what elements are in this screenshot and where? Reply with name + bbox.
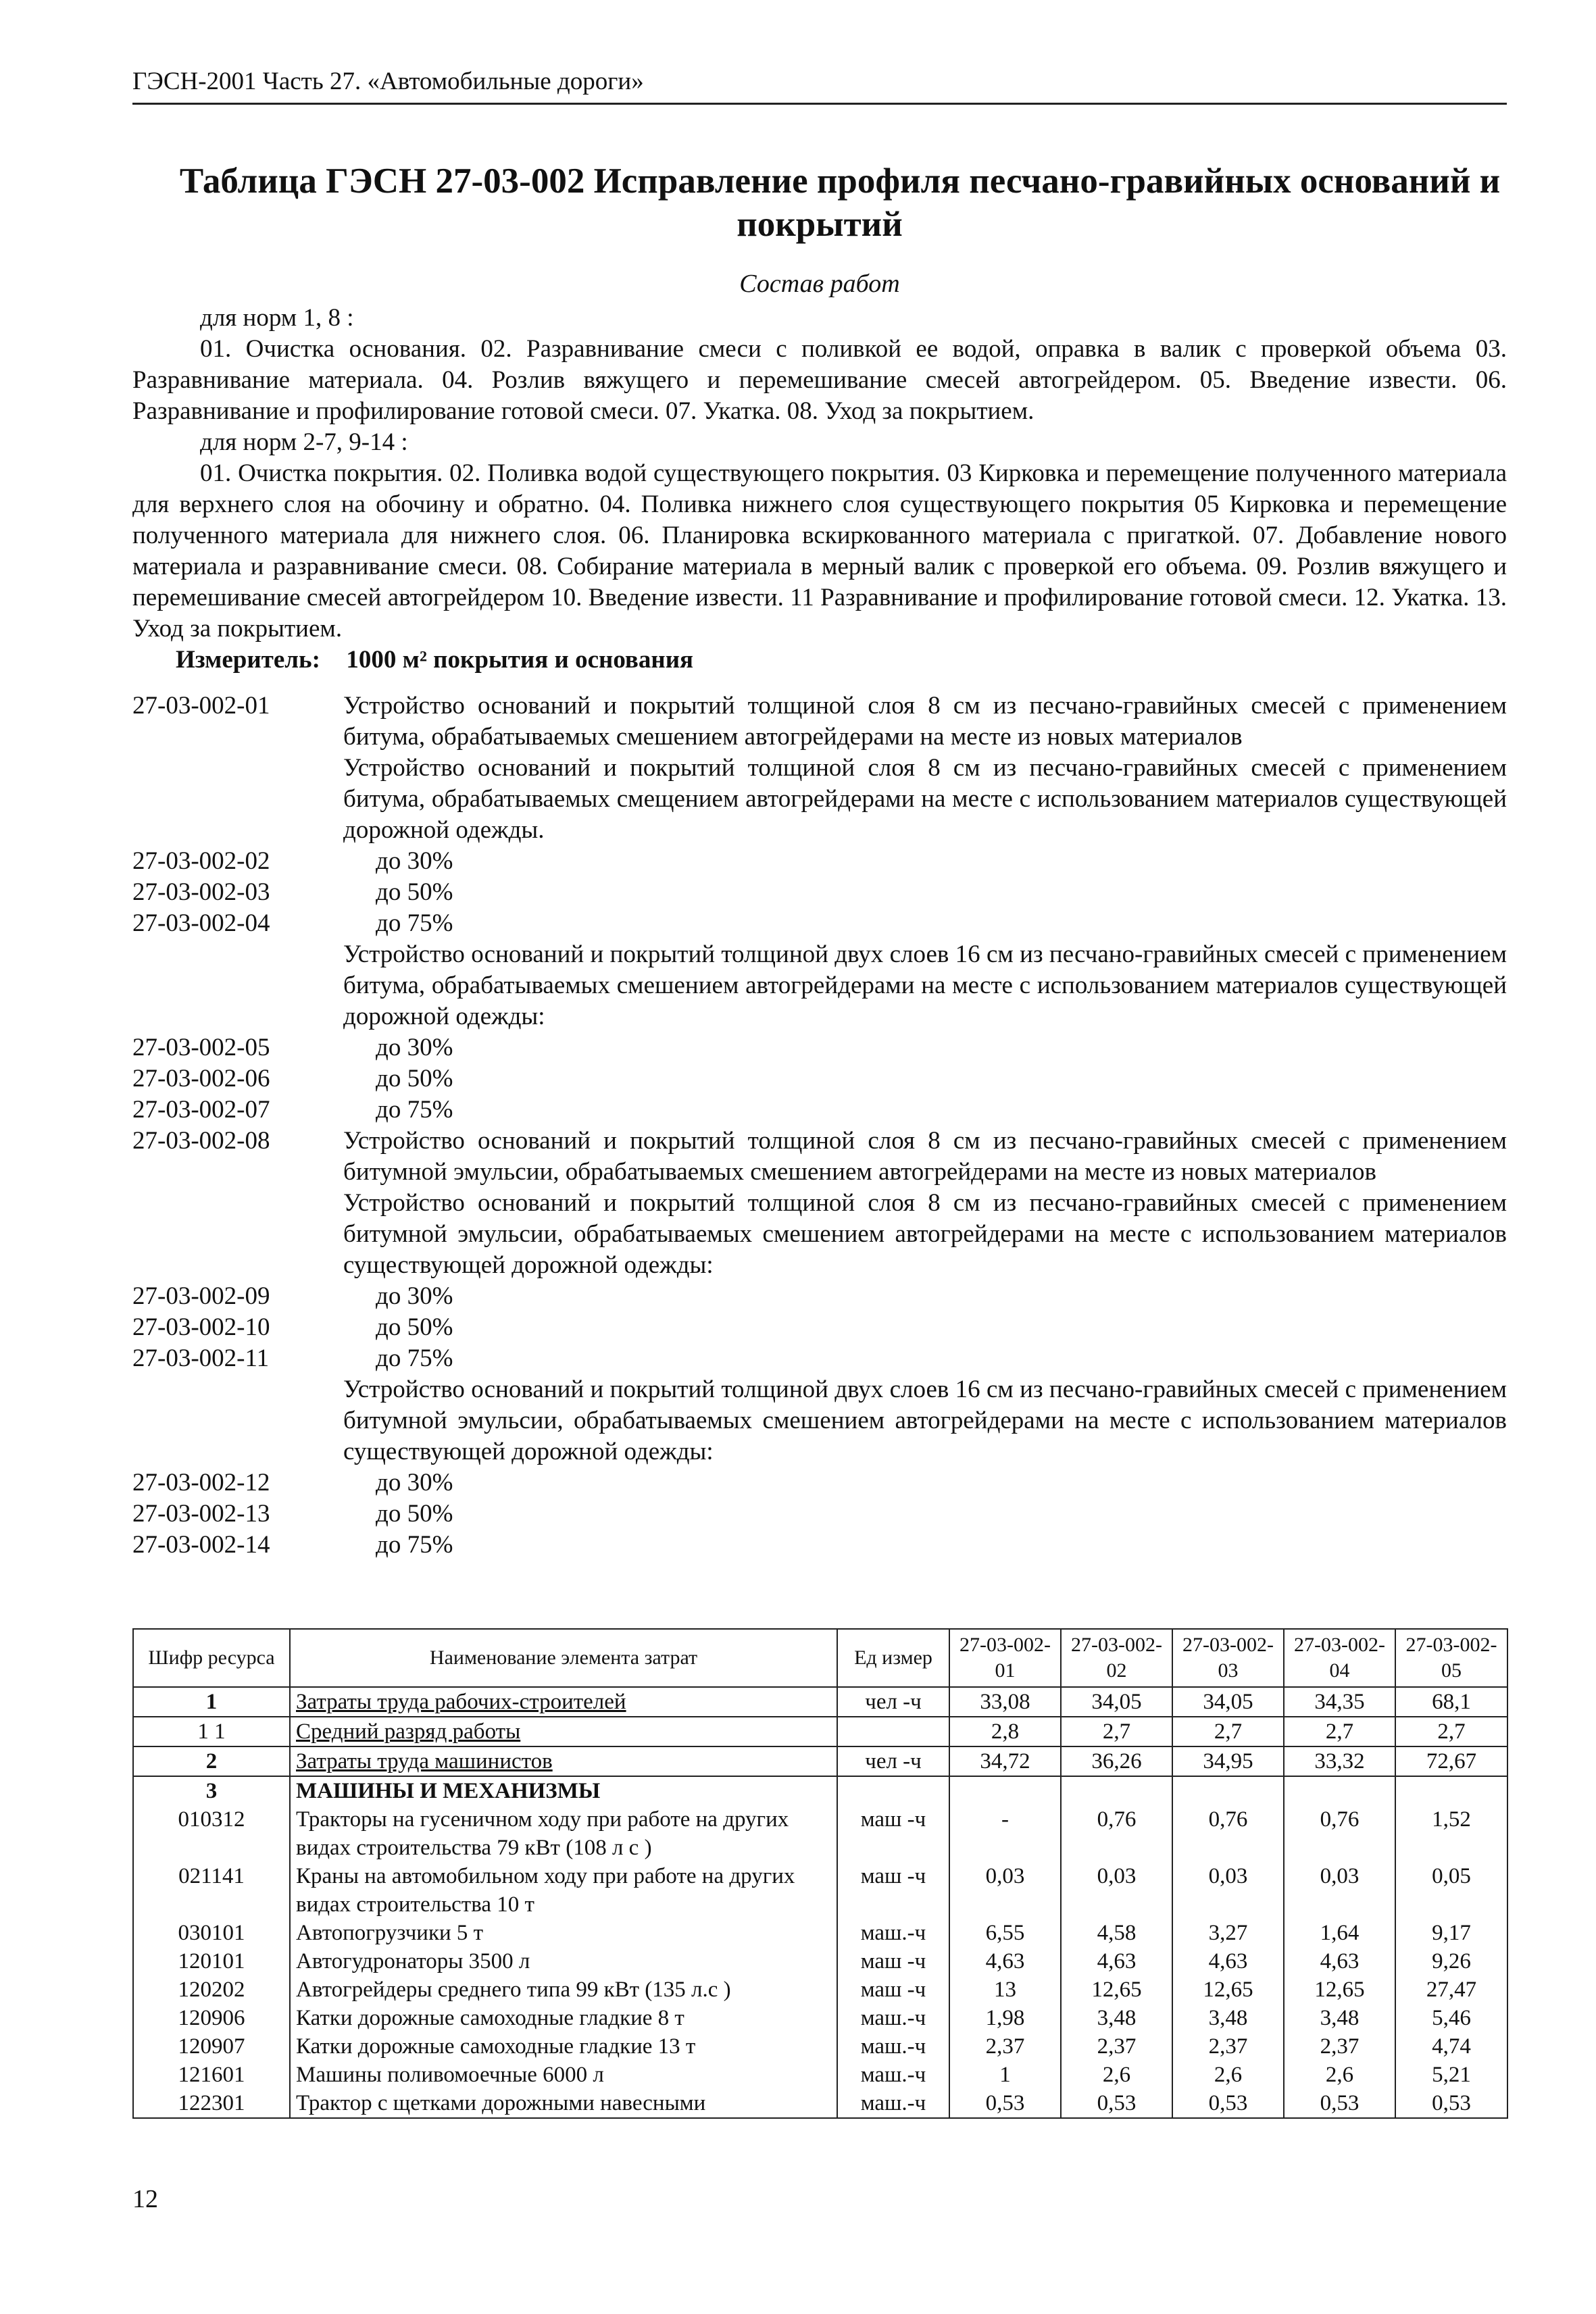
norm-percentage: до 75% [376, 909, 453, 937]
resource-name: Трактор с щетками дорожными навесными [290, 2089, 837, 2118]
resource-value: 2,37 [1061, 2032, 1172, 2061]
resource-value: 27,47 [1395, 1976, 1507, 2004]
resource-name: Средний разряд работы [290, 1717, 837, 1746]
resource-code: 120907 [133, 2032, 290, 2061]
resource-name: Затраты труда машинистов [290, 1746, 837, 1776]
norm-row [132, 1530, 1507, 1561]
resource-value: 3,48 [1284, 2004, 1395, 2032]
norm-percentage: до 75% [376, 1096, 453, 1124]
resource-value: 2,6 [1172, 2061, 1284, 2089]
resource-unit: маш.-ч [837, 2004, 949, 2032]
resource-value: 3,48 [1172, 2004, 1284, 2032]
resource-name: Тракторы на гусеничном ходу при работе на других видах строительства 79 кВт (108 л с ) [290, 1805, 837, 1862]
norm-code: 27-03-002-08 [132, 1127, 270, 1155]
resource-value: 34,05 [1172, 1687, 1284, 1717]
norm-code: 27-03-002-04 [132, 909, 270, 937]
resource-unit: маш.-ч [837, 1919, 949, 1947]
resource-value [1172, 1776, 1284, 1805]
resource-value: 1,98 [949, 2004, 1061, 2032]
norms-1-8-text: 01. Очистка основания. 02. Разравнивание смеси с поливкой ее водой, оправка в валик с проверкой объема 03. Разравнивание материала. 04. Розлив вяжущего и перемешивание смесей автогрейдером. 05. Введение извести. 06. Разравнивание и профилирование готовой смеси. 07. Укатка. 08. Уход за покрытием. [132, 335, 1507, 425]
running-head: ГЭСН-2001 Часть 27. «Автомобильные дороги» [132, 66, 1507, 105]
table-row [133, 1717, 1507, 1746]
norm-code: 27-03-002-01 [132, 692, 270, 720]
norm-percentage: до 30% [376, 1034, 453, 1061]
resource-code: 021141 [133, 1862, 290, 1919]
norm-row [132, 1499, 1507, 1530]
norm-row [132, 1188, 1507, 1281]
resource-value: 2,7 [1284, 1717, 1395, 1746]
resource-value: 0,03 [1172, 1862, 1284, 1919]
table-row [133, 2032, 1507, 2061]
table-row [133, 2004, 1507, 2032]
norm-row [132, 939, 1507, 1032]
meter-value: 1000 м² покрытия и основания [346, 646, 694, 674]
resource-unit [837, 1717, 949, 1746]
norm-description: Устройство оснований и покрытий толщиной двух слоев 16 см из песчано-гравийных смесей с применением битума, обрабатываемых смешением автогрейдерами на месте с использованием материалов существующей дорожной одежды: [343, 940, 1507, 1030]
resource-name: Автогудронаторы 3500 л [290, 1947, 837, 1976]
resource-value: 9,17 [1395, 1919, 1507, 1947]
resource-value: 6,55 [949, 1919, 1061, 1947]
norm-code: 27-03-002-14 [132, 1531, 270, 1559]
resource-code: 120906 [133, 2004, 290, 2032]
norm-description: Устройство оснований и покрытий толщиной слоя 8 см из песчано-гравийных смесей с применением битумной эмульсии, обрабатываемых смешением автогрейдерами на месте с использованием материалов существующей дорожной одежды: [343, 1189, 1507, 1279]
norm-row [132, 846, 1507, 877]
norm-row [132, 1343, 1507, 1374]
norms-2-14-label: для норм 2-7, 9-14 : [200, 428, 408, 456]
norm-description: Устройство оснований и покрытий толщиной слоя 8 см из песчано-гравийных смесей с применением битумной эмульсии, обрабатываемых смешением автогрейдерами на месте из новых материалов [343, 1127, 1507, 1186]
resource-unit [837, 1776, 949, 1805]
norm-percentage: до 30% [376, 847, 453, 875]
resource-value [949, 1776, 1061, 1805]
resource-value: 34,35 [1284, 1687, 1395, 1717]
resource-value: 0,53 [1284, 2089, 1395, 2118]
resource-value: 33,32 [1284, 1746, 1395, 1776]
resource-unit: маш -ч [837, 1947, 949, 1976]
norm-row [132, 1467, 1507, 1499]
resource-value: 34,05 [1061, 1687, 1172, 1717]
norm-percentage: до 75% [376, 1531, 453, 1559]
norm-code: 27-03-002-02 [132, 847, 270, 875]
table-row [133, 1805, 1507, 1862]
resource-value [1395, 1776, 1507, 1805]
norm-row [132, 690, 1507, 753]
resource-value: 9,26 [1395, 1947, 1507, 1976]
column-header: 27-03-002-04 [1284, 1629, 1395, 1687]
norm-code: 27-03-002-06 [132, 1065, 270, 1092]
norm-code: 27-03-002-11 [132, 1344, 270, 1372]
norm-code: 27-03-002-07 [132, 1096, 270, 1124]
norm-percentage: до 50% [376, 1500, 453, 1528]
resource-unit: маш.-ч [837, 2061, 949, 2089]
resource-value: - [949, 1805, 1061, 1862]
norm-code: 27-03-002-09 [132, 1282, 270, 1310]
resource-unit: маш.-ч [837, 2089, 949, 2118]
resource-value: 2,7 [1061, 1717, 1172, 1746]
table-row [133, 1776, 1507, 1805]
resource-unit: маш -ч [837, 1976, 949, 2004]
resource-code: 2 [133, 1746, 290, 1776]
resource-name: Затраты труда рабочих-строителей [290, 1687, 837, 1717]
resource-name: Катки дорожные самоходные гладкие 13 т [290, 2032, 837, 2061]
norm-row [132, 877, 1507, 908]
norm-row [132, 1126, 1507, 1188]
norm-row [132, 1032, 1507, 1063]
resource-code: 030101 [133, 1919, 290, 1947]
resource-code: 1 [133, 1687, 290, 1717]
norm-row [132, 1374, 1507, 1467]
resource-value: 0,53 [949, 2089, 1061, 2118]
resource-value: 5,46 [1395, 2004, 1507, 2032]
meter-line [132, 645, 1507, 676]
norm-code: 27-03-002-13 [132, 1500, 270, 1528]
composition-heading: Состав работ [739, 270, 900, 298]
column-header: 27-03-002-03 [1172, 1629, 1284, 1687]
resource-value: 4,63 [949, 1947, 1061, 1976]
norm-code: 27-03-002-03 [132, 878, 270, 906]
column-header: Наименование элемента затрат [290, 1629, 837, 1687]
resource-value: 34,72 [949, 1746, 1061, 1776]
norm-list [132, 690, 1507, 1561]
resource-code: 122301 [133, 2089, 290, 2118]
resource-value: 0,03 [1284, 1862, 1395, 1919]
table-row [133, 1746, 1507, 1776]
table-row [133, 1862, 1507, 1919]
resource-value: 2,7 [1172, 1717, 1284, 1746]
table-row [133, 1947, 1507, 1976]
resource-value: 2,37 [949, 2032, 1061, 2061]
norm-description: Устройство оснований и покрытий толщиной слоя 8 см из песчано-гравийных смесей с применением битума, обрабатываемых смещением автогрейдерами на месте с использованием материалов существующей дорожной одежды. [343, 754, 1507, 844]
norm-row [132, 753, 1507, 846]
table-row [133, 1976, 1507, 2004]
norm-description: Устройство оснований и покрытий толщиной двух слоев 16 см из песчано-гравийных смесей с применением битумной эмульсии, обрабатываемых смешением автогрейдерами на месте с использованием материалов существующей дорожной одежды: [343, 1376, 1507, 1465]
resource-code: 121601 [133, 2061, 290, 2089]
resource-value: 68,1 [1395, 1687, 1507, 1717]
resource-value: 0,53 [1172, 2089, 1284, 2118]
resource-value: 34,95 [1172, 1746, 1284, 1776]
norm-row [132, 1312, 1507, 1343]
resource-value: 36,26 [1061, 1746, 1172, 1776]
norm-percentage: до 30% [376, 1282, 453, 1310]
resource-unit: маш -ч [837, 1805, 949, 1862]
resource-value: 4,63 [1172, 1947, 1284, 1976]
resource-value: 2,6 [1284, 2061, 1395, 2089]
resource-value: 2,8 [949, 1717, 1061, 1746]
resource-value: 4,58 [1061, 1919, 1172, 1947]
norm-code: 27-03-002-10 [132, 1313, 270, 1341]
norm-row [132, 908, 1507, 939]
resource-value: 1,52 [1395, 1805, 1507, 1862]
resource-name: Краны на автомобильном ходу при работе на других видах строительства 10 т [290, 1862, 837, 1919]
resource-value: 13 [949, 1976, 1061, 2004]
resource-value: 4,63 [1061, 1947, 1172, 1976]
norm-percentage: до 50% [376, 878, 453, 906]
resource-value: 4,74 [1395, 2032, 1507, 2061]
resource-code: 1 1 [133, 1717, 290, 1746]
resource-code: 3 [133, 1776, 290, 1805]
norms-2-14-text: 01. Очистка покрытия. 02. Поливка водой существующего покрытия. 03 Кирковка и перемещение полученного материала для верхнего слоя на обочину и обратно. 04. Поливка нижнего слоя существующего покрытия 05 Кирковка и перемещение полученного материала для нижнего слоя. 06. Планировка вскиркованного материала с пригаткой. 07. Добавление нового материала и разравнивание смеси. 08. Собирание материала в мерный валик с проверкой его объема. 09. Розлив вяжущего и перемешивание смесей автогрейдером 10. Введение извести. 11 Разравнивание и профилирование готовой смеси. 12. Укатка. 13. Уход за покрытием. [132, 459, 1507, 643]
resource-value: 12,65 [1061, 1976, 1172, 2004]
resource-value: 4,63 [1284, 1947, 1395, 1976]
norm-code [132, 1188, 343, 1281]
resource-unit: чел -ч [837, 1746, 949, 1776]
resource-value [1061, 1776, 1172, 1805]
resource-value: 1,64 [1284, 1919, 1395, 1947]
table-header-row [133, 1629, 1507, 1687]
resource-value: 3,27 [1172, 1919, 1284, 1947]
norm-row [132, 1063, 1507, 1095]
resource-value: 2,37 [1172, 2032, 1284, 2061]
resource-value: 2,7 [1395, 1717, 1507, 1746]
resource-value: 0,76 [1061, 1805, 1172, 1862]
norm-percentage: до 50% [376, 1313, 453, 1341]
table-row [133, 2089, 1507, 2118]
resource-value: 2,37 [1284, 2032, 1395, 2061]
page-number: 12 [132, 2185, 158, 2213]
norm-percentage: до 50% [376, 1065, 453, 1092]
resource-value: 0,03 [949, 1862, 1061, 1919]
resource-code: 010312 [133, 1805, 290, 1862]
resource-table [132, 1628, 1508, 2119]
norms-1-8-label: для норм 1, 8 : [200, 304, 354, 332]
norm-row [132, 1281, 1507, 1312]
table-title: Таблица ГЭСН 27-03-002 Исправление профиля песчано-гравийных оснований и покрытий [179, 161, 1501, 244]
column-header: 27-03-002-01 [949, 1629, 1061, 1687]
resource-value: 1 [949, 2061, 1061, 2089]
table-row [133, 1687, 1507, 1717]
resource-value: 2,6 [1061, 2061, 1172, 2089]
resource-value: 0,53 [1061, 2089, 1172, 2118]
norm-code [132, 1374, 343, 1467]
norm-row [132, 1095, 1507, 1126]
column-header: Ед измер [837, 1629, 949, 1687]
norm-percentage: до 30% [376, 1469, 453, 1496]
resource-value: 0,05 [1395, 1862, 1507, 1919]
meter-label: Измеритель: [176, 646, 320, 674]
table-row [133, 2061, 1507, 2089]
resource-value: 12,65 [1172, 1976, 1284, 2004]
resource-value: 33,08 [949, 1687, 1061, 1717]
resource-unit: маш -ч [837, 1862, 949, 1919]
resource-code: 120101 [133, 1947, 290, 1976]
norm-description: Устройство оснований и покрытий толщиной слоя 8 см из песчано-гравийных смесей с применением битума, обрабатываемых смешением автогрейдерами на месте из новых материалов [343, 692, 1507, 751]
resource-value: 0,03 [1061, 1862, 1172, 1919]
column-header: 27-03-002-02 [1061, 1629, 1172, 1687]
resource-value: 5,21 [1395, 2061, 1507, 2089]
norm-percentage: до 75% [376, 1344, 453, 1372]
resource-name: Машины поливомоечные 6000 л [290, 2061, 837, 2089]
column-header: 27-03-002-05 [1395, 1629, 1507, 1687]
norm-code: 27-03-002-12 [132, 1469, 270, 1496]
norm-code [132, 753, 343, 846]
resource-unit: маш.-ч [837, 2032, 949, 2061]
resource-unit: чел -ч [837, 1687, 949, 1717]
resource-value: 0,53 [1395, 2089, 1507, 2118]
resource-value: 3,48 [1061, 2004, 1172, 2032]
resource-name: Автопогрузчики 5 т [290, 1919, 837, 1947]
resource-value: 72,67 [1395, 1746, 1507, 1776]
resource-name: Автогрейдеры среднего типа 99 кВт (135 л.с ) [290, 1976, 837, 2004]
table-row [133, 1919, 1507, 1947]
resource-code: 120202 [133, 1976, 290, 2004]
resource-name: МАШИНЫ И МЕХАНИЗМЫ [290, 1776, 837, 1805]
resource-value: 12,65 [1284, 1976, 1395, 2004]
column-header: Шифр ресурса [133, 1629, 290, 1687]
resource-value: 0,76 [1172, 1805, 1284, 1862]
norm-code: 27-03-002-05 [132, 1034, 270, 1061]
resource-value: 0,76 [1284, 1805, 1395, 1862]
resource-value [1284, 1776, 1395, 1805]
norm-code [132, 939, 343, 1032]
resource-name: Катки дорожные самоходные гладкие 8 т [290, 2004, 837, 2032]
work-composition [132, 303, 1507, 676]
